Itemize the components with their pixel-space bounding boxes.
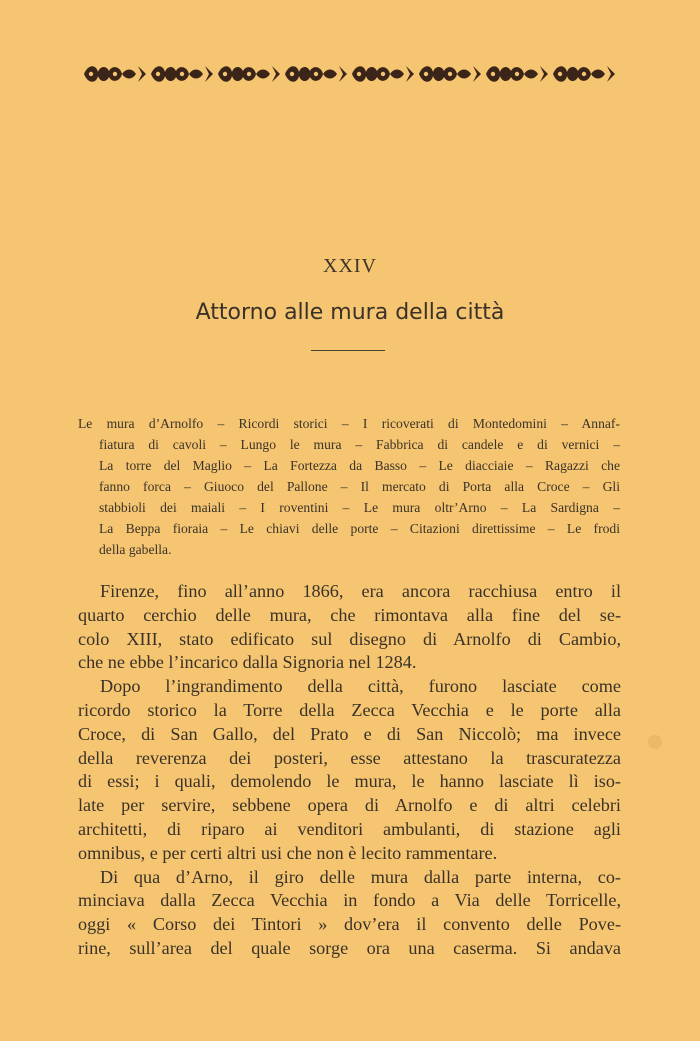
decorative-ornament-band xyxy=(82,62,620,86)
text-line: della reverenza dei posteri, esse attestano la trascuratezza xyxy=(78,747,621,768)
text-line: architetti, di riparo ai venditori ambulanti, di stazione agli xyxy=(78,818,621,839)
title-divider xyxy=(311,350,385,351)
chapter-title: Attorno alle mura della città xyxy=(195,300,505,325)
chapter-summary xyxy=(78,413,620,560)
text-line: Croce, di San Gallo, del Prato e di San Niccolò; ma invece xyxy=(78,723,621,744)
text-line: ricordo storico la Torre della Zecca Vecchia e le porte alla xyxy=(78,699,621,720)
text-line: colo XIII, stato edificato sul disegno di Arnolfo di Cambio, xyxy=(78,628,621,649)
text-line: Dopo l’ingrandimento della città, furono lasciate come xyxy=(100,676,621,697)
summary-line: della gabella. xyxy=(99,542,172,557)
text-line: che ne ebbe l’incarico dalla Signoria nel 1284. xyxy=(78,652,417,673)
summary-line: fanno forca – Giuoco del Pallone – Il mercato di Porta alla Croce – Gli xyxy=(99,479,620,494)
text-line: late per servire, sebbene opera di Arnolfo e di altri celebri xyxy=(78,795,621,816)
paper-stain xyxy=(648,735,662,749)
summary-line: fiatura di cavoli – Lungo le mura – Fabbrica di candele e di vernici – xyxy=(99,437,620,452)
text-line: omnibus, e per certi altri usi che non è lecito rammentare. xyxy=(78,842,498,863)
summary-line: La Beppa fioraia – Le chiavi delle porte – Citazioni direttissime – Le frodi xyxy=(99,521,620,536)
body-text xyxy=(78,580,621,961)
text-line: minciava dalla Zecca Vecchia in fondo a Via delle Torricelle, xyxy=(78,890,621,911)
text-line: quarto cerchio delle mura, che rimontava alla fine del se- xyxy=(78,604,621,625)
text-line: rine, sull’area del quale sorge ora una caserma. Si andava xyxy=(78,937,621,958)
text-line: oggi « Corso dei Tintori » dov’era il convento delle Pove- xyxy=(78,914,621,935)
chapter-number: XXIV xyxy=(323,255,377,277)
text-line: di essi; i quali, demolendo le mura, le hanno lasciate lì iso- xyxy=(78,771,621,792)
summary-line: Le mura d’Arnolfo – Ricordi storici – I ricoverati di Montedomini – Annaf- xyxy=(78,416,620,431)
summary-line: La torre del Maglio – La Fortezza da Basso – Le diacciaie – Ragazzi che xyxy=(99,458,620,473)
text-line: Firenze, fino all’anno 1866, era ancora racchiusa entro il xyxy=(100,581,621,601)
summary-line: stabbioli dei maiali – I roventini – Le mura oltr’Arno – La Sardigna – xyxy=(99,500,620,515)
text-line: Di qua d’Arno, il giro delle mura dalla parte interna, co- xyxy=(100,866,621,887)
